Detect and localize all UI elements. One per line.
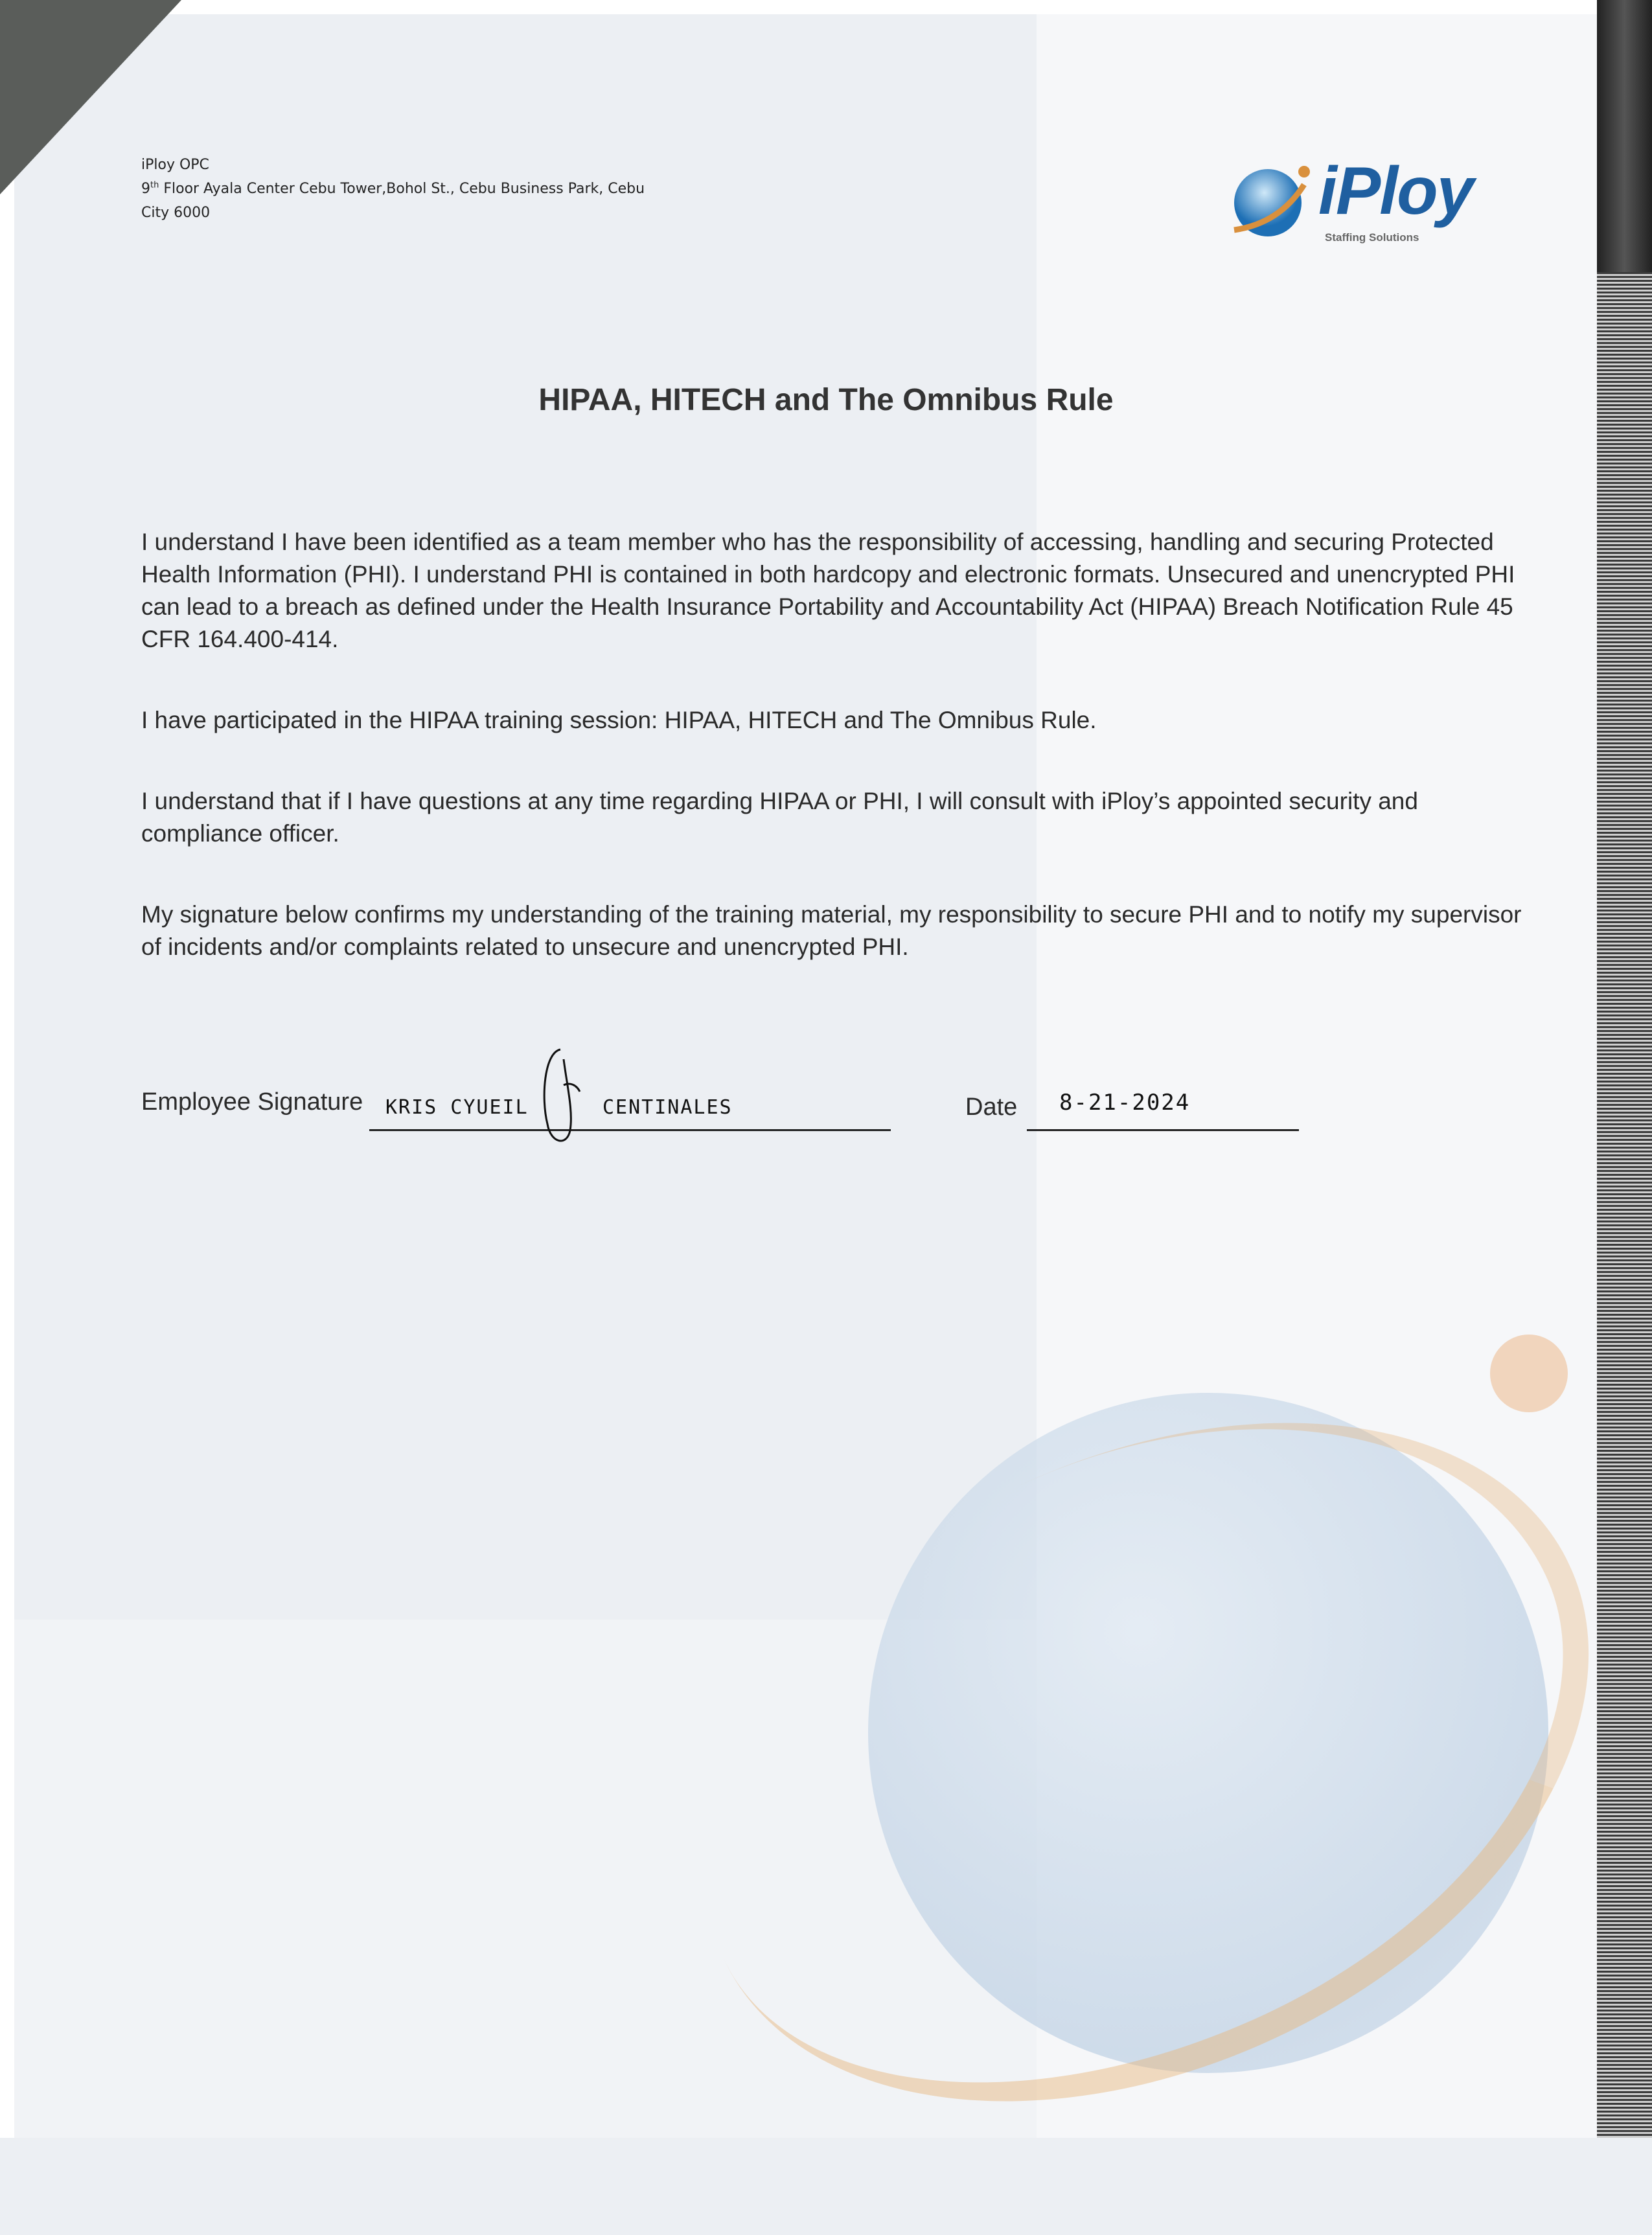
- scan-border-top: [0, 0, 1652, 14]
- document-body: [141, 526, 1528, 1012]
- scan-edge: [1597, 0, 1652, 2138]
- paragraph-consult: I understand that if I have questions at any time regarding HIPAA or PHI, I will consult with iPloy’s appointed security and compliance officer.: [141, 788, 1418, 847]
- iploy-logo: [1228, 154, 1474, 249]
- paragraph-training: I have participated in the HIPAA training session: HIPAA, HITECH and The Omnibus Rule.: [141, 707, 1097, 733]
- letterhead-address: [141, 153, 645, 225]
- date-line[interactable]: [1027, 1129, 1299, 1131]
- address-line-1: [141, 177, 645, 201]
- handwritten-surname: CENTINALES: [602, 1096, 733, 1119]
- watermark-dot: [1490, 1335, 1568, 1412]
- address-text: Floor Ayala Center Cebu Tower,Bohol St., Cebu Business Park, Cebu: [159, 181, 645, 197]
- document-title: HIPAA, HITECH and The Omnibus Rule: [538, 383, 1114, 417]
- logo-wordmark: iPloy: [1318, 154, 1473, 229]
- paragraph-confirmation: My signature below confirms my understanding of the training material, my responsibility to secure PHI and to notify my supervisor of incidents and/or complaints related to unsecure and unencrypted PHI.: [141, 901, 1522, 960]
- floor-number: 9: [141, 181, 150, 197]
- paragraph-responsibility: I understand I have been identified as a team member who has the responsibility of accessing, handling and securing Protected Health Information (PHI). I understand PHI is contained in both hardcopy and electronic formats. Unsecured and unencrypted PHI can lead to a breach as defined under the Health Insurance Portability and Accountability Act (HIPAA) Breach Notification Rule 45 CFR 164.400-414.: [141, 529, 1515, 652]
- logo-tagline: Staffing Solutions: [1325, 231, 1419, 244]
- scan-edge-top: [1597, 0, 1652, 272]
- signature-line[interactable]: [369, 1129, 891, 1131]
- signature-label: Employee Signature: [141, 1088, 363, 1116]
- globe-logo-icon: [1228, 159, 1318, 243]
- handwritten-date: 8-21-2024: [1059, 1090, 1191, 1116]
- handwritten-signature: [531, 1046, 590, 1150]
- date-label: Date: [965, 1094, 1018, 1121]
- address-line-2: City 6000: [141, 205, 211, 221]
- scan-border-left: [0, 0, 14, 2138]
- handwritten-name: KRIS CYUEIL: [385, 1096, 529, 1119]
- ordinal-suffix: th: [150, 180, 159, 190]
- company-name: iPloy OPC: [141, 157, 209, 173]
